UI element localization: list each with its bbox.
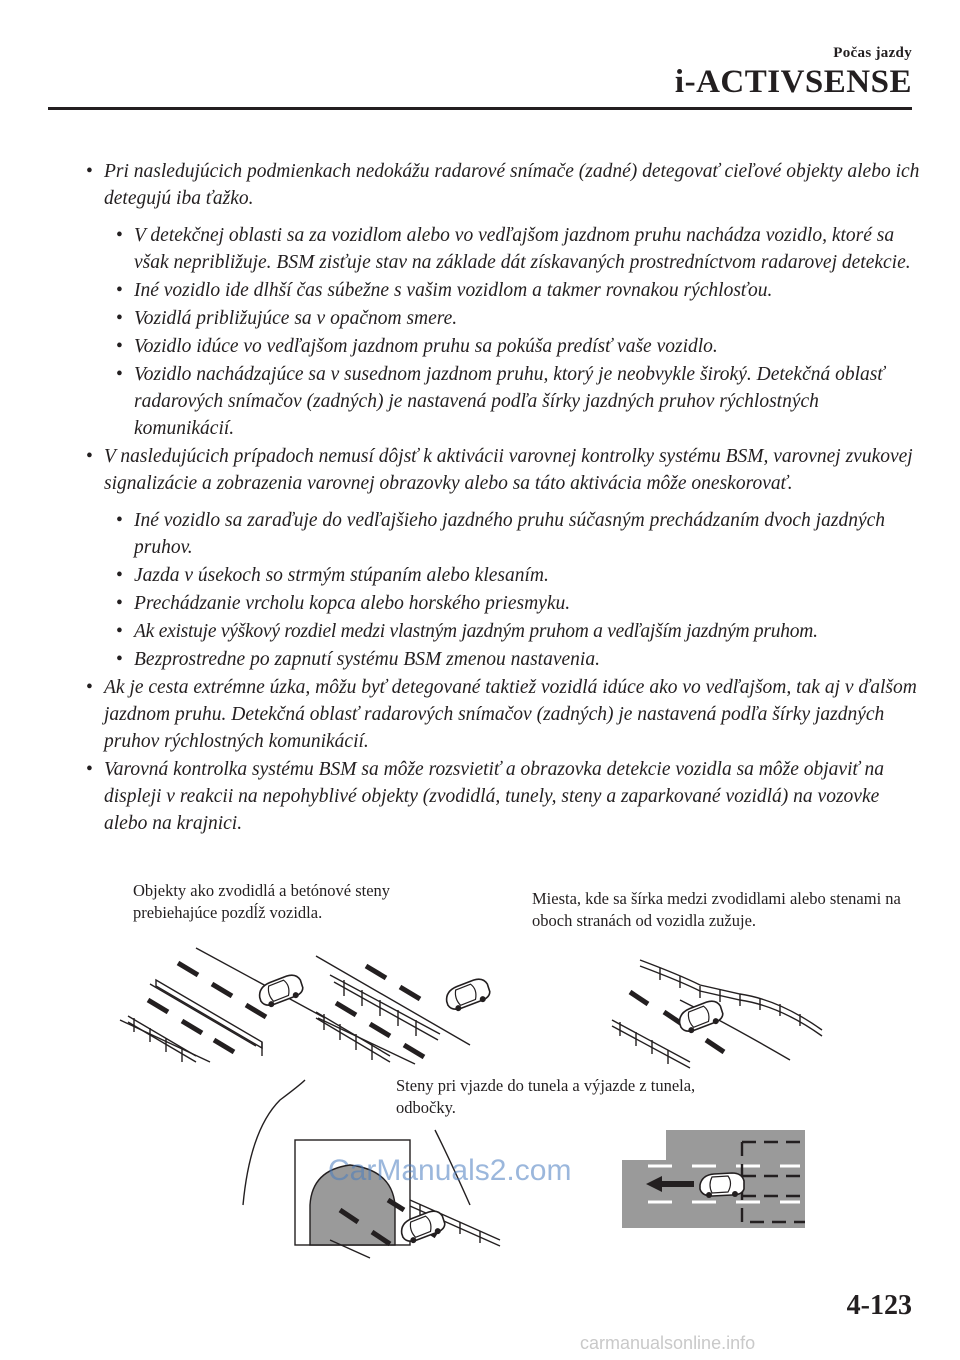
bullet-item: • Ak je cesta extrémne úzka, môžu byť detegované taktiež vozidlá idúce ako vo vedľajšom, tak aj v ďalšom jazdnom pruhu. Detekčná oblasť radarových snímačov (zadných) je nastavená podľa šírky jazdných pruhov rýchlostných komunikácií. [82,674,922,755]
caption-tunnel: Steny pri vjazde do tunela a výjazde z tunela, odbočky. [396,1076,696,1117]
sub-bullet-item: • Jazda v úsekoch so strmým stúpaním alebo klesaním. [82,562,922,589]
sub-bullet-item: • Vozidlo nachádzajúce sa v susednom jazdnom pruhu, ktorý je neobvykle široký. Detekčná oblasť radarových snímačov (zadných) je nastavená podľa šírky jazdných pruhov rýchlostných komunikácií. [82,361,922,442]
caption-narrowing: Miesta, kde sa šírka medzi zvodidlami alebo stenami na oboch stranách od vozidla zužuje. [532,889,901,930]
watermark: CarManuals2.com [328,1154,572,1187]
bullet-icon: • [86,677,93,698]
bullet-item: • Varovná kontrolka systému BSM sa môže rozsvietiť a obrazovka detekcie vozidla sa môže objaviť na displeji v reakcii na nepohyblivé objekty (zvodidlá, tunely, steny a zaparkované vozidlá) na vozovke alebo na krajnici. [82,756,922,837]
page-number: 4-123 [846,1290,912,1321]
sub-bullet-item: • Iné vozidlo sa zaraďuje do vedľajšieho jazdného pruhu súčasným prechádzaním dvoch jazdných pruhov. [82,507,922,561]
sub-bullet-item: • Prechádzanie vrcholu kopca alebo horského priesmyku. [82,590,922,617]
bullet-icon: • [116,364,123,385]
sub-bullet-item: • Vozidlo idúce vo vedľajšom jazdnom pruhu sa pokúša predísť vaše vozidlo. [82,333,922,360]
bullet-icon: • [116,565,123,586]
bullet-icon: • [116,649,123,670]
sub-bullet-item: • Iné vozidlo ide dlhší čas súbežne s vašim vozidlom a takmer rovnakou rýchlosťou. [82,277,922,304]
bullet-icon: • [86,161,93,182]
bullet-icon: • [116,225,123,246]
bullet-icon: • [116,621,123,642]
bullet-icon: • [116,336,123,357]
caption-guardrails: Objekty ako zvodidlá a betónové steny prebiehajúce pozdĺž vozidla. [133,881,391,922]
bullet-icon: • [116,510,123,531]
header-section-label: Počas jazdy [833,45,912,61]
header-title: i-ACTIVSENSE [674,64,912,100]
sub-bullet-item: • Ak existuje výškový rozdiel medzi vlastným jazdným pruhom a vedľajším jazdným pruhom. [82,618,922,645]
junction-illustration [622,1130,805,1228]
sub-bullet-item: • V detekčnej oblasti sa za vozidlom alebo vo vedľajšom jazdnom pruhu nachádza vozidlo, ktoré sa však nepribližuje. BSM zisťuje stav na základe dát získavaných prostredníctvom radarovej detekcie. [82,222,922,276]
bullet-icon: • [86,446,93,467]
sub-bullet-item: • Vozidlá približujúce sa v opačnom smere. [82,305,922,332]
bullet-item: • Pri nasledujúcich podmienkach nedokážu radarové snímače (zadné) detegovať cieľové objekty alebo ich detegujú iba ťažko. [82,158,922,212]
narrowing-road-illustration [612,960,822,1068]
bullet-icon: • [86,759,93,780]
guardrail-road-illustration [120,948,493,1064]
bullet-icon: • [116,308,123,329]
bullet-icon: • [116,593,123,614]
sub-bullet-item: • Bezprostredne po zapnutí systému BSM zmenou nastavenia. [82,646,922,673]
bullet-icon: • [116,280,123,301]
footer-watermark: carmanualsonline.info [580,1333,756,1353]
bullet-item: • V nasledujúcich prípadoch nemusí dôjsť k aktivácii varovnej kontrolky systému BSM, varovnej zvukovej signalizácie a zobrazenia varovnej obrazovky alebo sa táto aktivácia môže oneskorovať. [82,443,922,497]
